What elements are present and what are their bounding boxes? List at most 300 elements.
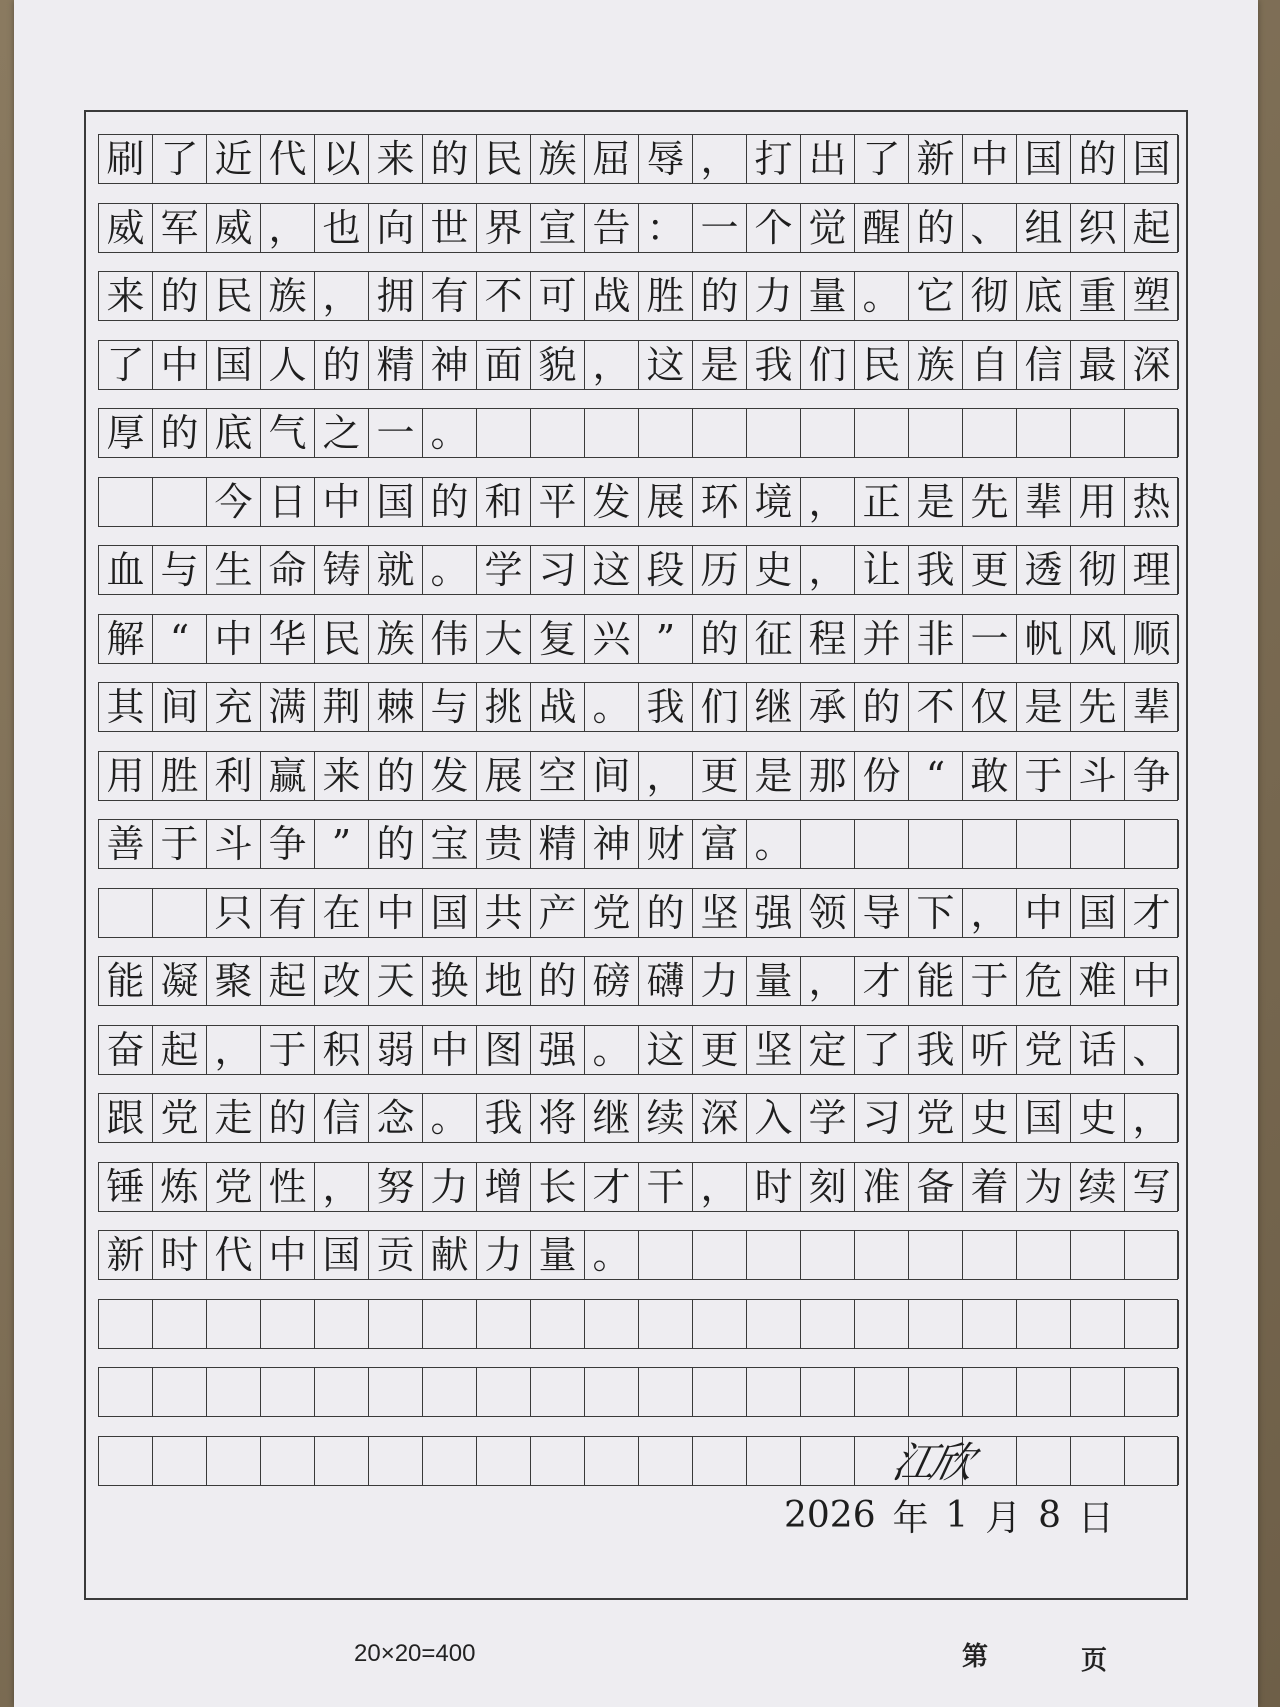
grid-cell: 。 xyxy=(585,1026,639,1074)
grid-cell: 今 xyxy=(207,478,261,526)
grid-cell: 宣 xyxy=(531,204,585,252)
grid-cell: 的 xyxy=(423,135,477,183)
grid-cell: 天 xyxy=(369,957,423,1005)
grid-cell xyxy=(153,1300,207,1348)
grid-cell: 领 xyxy=(801,889,855,937)
grid-cell: 党 xyxy=(153,1094,207,1142)
grid-cell: 念 xyxy=(369,1094,423,1142)
grid-cell: ” xyxy=(639,615,693,663)
grid-cell: 华 xyxy=(261,615,315,663)
grid-cell: 礴 xyxy=(639,957,693,1005)
grid-cell: 人 xyxy=(261,341,315,389)
grid-cell xyxy=(747,409,801,457)
grid-cell: 的 xyxy=(369,752,423,800)
grid-cell: 先 xyxy=(1071,683,1125,731)
grid-cell: 了 xyxy=(99,341,153,389)
grid-cell xyxy=(369,1368,423,1416)
grid-cell: 是 xyxy=(693,341,747,389)
grid-cell: 继 xyxy=(747,683,801,731)
grid-cell: 党 xyxy=(909,1094,963,1142)
grid-row xyxy=(98,1436,1178,1486)
grid-cell: 解 xyxy=(99,615,153,663)
grid-cell: 威 xyxy=(99,204,153,252)
grid-cell xyxy=(639,1368,693,1416)
grid-cell: 。 xyxy=(423,409,477,457)
grid-cell xyxy=(99,1368,153,1416)
grid-cell: 民 xyxy=(315,615,369,663)
grid-cell: ， xyxy=(693,1163,747,1211)
grid-row xyxy=(98,956,1178,1006)
grid-cell: 以 xyxy=(315,135,369,183)
grid-cell: 这 xyxy=(585,546,639,594)
grid-cell: 利 xyxy=(207,752,261,800)
grid-cell: 底 xyxy=(1017,272,1071,320)
grid-cell: 气 xyxy=(261,409,315,457)
grid-cell: 积 xyxy=(315,1026,369,1074)
grid-cell: 学 xyxy=(801,1094,855,1142)
grid-cell xyxy=(207,1437,261,1485)
grid-cell: 挑 xyxy=(477,683,531,731)
grid-cell: 刷 xyxy=(99,135,153,183)
grid-cell: 献 xyxy=(423,1231,477,1279)
grid-cell xyxy=(801,409,855,457)
grid-row xyxy=(98,1162,1178,1212)
grid-cell: ， xyxy=(1125,1094,1179,1142)
grid-cell: 出 xyxy=(801,135,855,183)
grid-cell: 厚 xyxy=(99,409,153,457)
grid-cell: 承 xyxy=(801,683,855,731)
grid-cell: ” xyxy=(315,820,369,868)
grid-cell xyxy=(1125,409,1179,457)
grid-cell: 的 xyxy=(909,204,963,252)
grid-cell xyxy=(1125,1437,1179,1485)
grid-cell: 习 xyxy=(855,1094,909,1142)
grid-cell: 也 xyxy=(315,204,369,252)
grid-cell: 的 xyxy=(423,478,477,526)
grid-cell: 并 xyxy=(855,615,909,663)
date-day: 8 xyxy=(1038,1494,1062,1536)
grid-cell xyxy=(1017,820,1071,868)
grid-row xyxy=(98,1299,1178,1349)
grid-cell: 透 xyxy=(1017,546,1071,594)
grid-cell xyxy=(477,409,531,457)
grid-cell: 用 xyxy=(1071,478,1125,526)
grid-cell: 世 xyxy=(423,204,477,252)
grid-cell xyxy=(153,478,207,526)
grid-cell: 新 xyxy=(99,1231,153,1279)
grid-cell: 党 xyxy=(1017,1026,1071,1074)
signature-date xyxy=(784,1490,1114,1540)
grid-cell xyxy=(369,1437,423,1485)
grid-cell xyxy=(1071,1368,1125,1416)
grid-cell: 复 xyxy=(531,615,585,663)
grid-cell: 打 xyxy=(747,135,801,183)
grid-cell: ， xyxy=(801,546,855,594)
grid-cell: 民 xyxy=(855,341,909,389)
grid-cell: 空 xyxy=(531,752,585,800)
grid-cell: 族 xyxy=(909,341,963,389)
grid-cell xyxy=(747,1368,801,1416)
grid-cell: 们 xyxy=(801,341,855,389)
essay-paper xyxy=(14,0,1258,1707)
grid-cell: 织 xyxy=(1071,204,1125,252)
grid-cell: 和 xyxy=(477,478,531,526)
grid-cell xyxy=(963,820,1017,868)
grid-cell: 一 xyxy=(693,204,747,252)
grid-cell: 锤 xyxy=(99,1163,153,1211)
grid-cell: 量 xyxy=(747,957,801,1005)
grid-cell: 听 xyxy=(963,1026,1017,1074)
grid-cell xyxy=(1017,1300,1071,1348)
grid-cell: 展 xyxy=(477,752,531,800)
grid-cell xyxy=(693,1300,747,1348)
grid-cell: 。 xyxy=(585,683,639,731)
grid-cell: 奋 xyxy=(99,1026,153,1074)
grid-cell xyxy=(1125,1368,1179,1416)
grid-row xyxy=(98,203,1178,253)
grid-cell: 、 xyxy=(963,204,1017,252)
grid-cell: 告 xyxy=(585,204,639,252)
grid-cell: 于 xyxy=(261,1026,315,1074)
grid-cell: 力 xyxy=(747,272,801,320)
grid-cell: 界 xyxy=(477,204,531,252)
grid-cell xyxy=(1071,1437,1125,1485)
date-year-unit: 年 xyxy=(892,1497,929,1539)
grid-cell: 中 xyxy=(369,889,423,937)
grid-cell: 段 xyxy=(639,546,693,594)
grid-cell: 族 xyxy=(369,615,423,663)
grid-cell: 组 xyxy=(1017,204,1071,252)
grid-cell: 战 xyxy=(585,272,639,320)
grid-cell: 于 xyxy=(963,957,1017,1005)
grid-cell: 个 xyxy=(747,204,801,252)
grid-cell: 力 xyxy=(693,957,747,1005)
grid-cell: 不 xyxy=(909,683,963,731)
grid-cell: 国 xyxy=(315,1231,369,1279)
grid-cell xyxy=(477,1368,531,1416)
grid-cell: 的 xyxy=(261,1094,315,1142)
grid-cell: 坚 xyxy=(747,1026,801,1074)
grid-cell: 国 xyxy=(423,889,477,937)
grid-cell: 深 xyxy=(693,1094,747,1142)
grid-cell: 是 xyxy=(909,478,963,526)
grid-cell xyxy=(693,1437,747,1485)
grid-row xyxy=(98,614,1178,664)
grid-row xyxy=(98,545,1178,595)
grid-cell: ： xyxy=(639,204,693,252)
grid-cell xyxy=(1125,1300,1179,1348)
grid-cell: 一 xyxy=(369,409,423,457)
grid-cell: 历 xyxy=(693,546,747,594)
grid-cell: 备 xyxy=(909,1163,963,1211)
grid-cell: 时 xyxy=(153,1231,207,1279)
grid-cell xyxy=(207,1368,261,1416)
grid-cell: 与 xyxy=(153,546,207,594)
grid-cell xyxy=(99,478,153,526)
grid-cell: 续 xyxy=(639,1094,693,1142)
grid-cell: 争 xyxy=(1125,752,1179,800)
grid-cell: 党 xyxy=(585,889,639,937)
grid-cell: 强 xyxy=(747,889,801,937)
grid-cell: 。 xyxy=(585,1231,639,1279)
grid-cell xyxy=(909,1368,963,1416)
grid-cell xyxy=(477,1300,531,1348)
grid-cell: 先 xyxy=(963,478,1017,526)
grid-row xyxy=(98,477,1178,527)
grid-cell: 发 xyxy=(423,752,477,800)
grid-cell: 强 xyxy=(531,1026,585,1074)
grid-cell: 聚 xyxy=(207,957,261,1005)
grid-cell: 定 xyxy=(801,1026,855,1074)
grid-cell: 胜 xyxy=(153,752,207,800)
grid-cell: 导 xyxy=(855,889,909,937)
grid-cell xyxy=(855,1300,909,1348)
grid-cell: 党 xyxy=(207,1163,261,1211)
grid-cell xyxy=(423,1437,477,1485)
grid-cell xyxy=(909,1300,963,1348)
signature-name: 江欣 xyxy=(888,1438,975,1487)
grid-cell: 血 xyxy=(99,546,153,594)
grid-cell: 这 xyxy=(639,1026,693,1074)
grid-cell: ， xyxy=(801,957,855,1005)
grid-cell: 发 xyxy=(585,478,639,526)
grid-cell: ， xyxy=(693,135,747,183)
grid-cell: ， xyxy=(585,341,639,389)
grid-cell: 程 xyxy=(801,615,855,663)
grid-frame xyxy=(84,110,1188,1600)
grid-cell xyxy=(909,820,963,868)
grid-cell xyxy=(153,1437,207,1485)
grid-cell: ， xyxy=(207,1026,261,1074)
grid-cell: 代 xyxy=(261,135,315,183)
grid-cell: ， xyxy=(261,204,315,252)
grid-cell: 的 xyxy=(855,683,909,731)
date-month: 1 xyxy=(945,1494,969,1536)
grid-cell: 威 xyxy=(207,204,261,252)
grid-cell xyxy=(855,1368,909,1416)
grid-cell: 展 xyxy=(639,478,693,526)
grid-cell: 努 xyxy=(369,1163,423,1211)
grid-cell: 环 xyxy=(693,478,747,526)
grid-cell: “ xyxy=(909,752,963,800)
grid-cell: 国 xyxy=(369,478,423,526)
grid-cell xyxy=(1017,409,1071,457)
grid-cell xyxy=(585,1300,639,1348)
grid-cell xyxy=(747,1437,801,1485)
grid-cell xyxy=(315,1300,369,1348)
grid-cell xyxy=(747,1300,801,1348)
grid-cell xyxy=(801,820,855,868)
grid-cell: 史 xyxy=(963,1094,1017,1142)
grid-cell: 有 xyxy=(423,272,477,320)
grid-cell: 的 xyxy=(693,272,747,320)
grid-cell xyxy=(207,1300,261,1348)
grid-cell xyxy=(639,1300,693,1348)
grid-cell: 顺 xyxy=(1125,615,1179,663)
grid-cell: 我 xyxy=(639,683,693,731)
grid-cell: 增 xyxy=(477,1163,531,1211)
grid-cell: 用 xyxy=(99,752,153,800)
grid-cell: 貌 xyxy=(531,341,585,389)
grid-cell: 。 xyxy=(855,272,909,320)
grid-cell: 一 xyxy=(963,615,1017,663)
grid-cell: 理 xyxy=(1125,546,1179,594)
grid-cell: 能 xyxy=(909,957,963,1005)
grid-cell: 斗 xyxy=(1071,752,1125,800)
grid-cell xyxy=(1125,820,1179,868)
grid-cell: 有 xyxy=(261,889,315,937)
grid-cell: 神 xyxy=(585,820,639,868)
grid-cell: 生 xyxy=(207,546,261,594)
grid-cell: 彻 xyxy=(963,272,1017,320)
grid-cell: 份 xyxy=(855,752,909,800)
grid-cell xyxy=(1071,820,1125,868)
grid-cell: 兴 xyxy=(585,615,639,663)
grid-cell: 性 xyxy=(261,1163,315,1211)
grid-cell: 弱 xyxy=(369,1026,423,1074)
grid-cell: 坚 xyxy=(693,889,747,937)
grid-cell: 是 xyxy=(1017,683,1071,731)
grid-cell: 继 xyxy=(585,1094,639,1142)
grid-cell xyxy=(585,1437,639,1485)
grid-cell: 可 xyxy=(531,272,585,320)
grid-cell: 向 xyxy=(369,204,423,252)
grid-cell: 更 xyxy=(963,546,1017,594)
grid-cell: 写 xyxy=(1125,1163,1179,1211)
grid-row xyxy=(98,1025,1178,1075)
grid-cell: 精 xyxy=(531,820,585,868)
grid-cell: 着 xyxy=(963,1163,1017,1211)
grid-cell: 帆 xyxy=(1017,615,1071,663)
grid-cell: 伟 xyxy=(423,615,477,663)
grid-cell: 入 xyxy=(747,1094,801,1142)
grid-cell: 时 xyxy=(747,1163,801,1211)
grid-cell: 量 xyxy=(531,1231,585,1279)
grid-cell xyxy=(639,1231,693,1279)
grid-cell: 中 xyxy=(963,135,1017,183)
grid-cell: 富 xyxy=(693,820,747,868)
grid-cell: 干 xyxy=(639,1163,693,1211)
grid-cell: 平 xyxy=(531,478,585,526)
grid-cell: 走 xyxy=(207,1094,261,1142)
grid-cell: 炼 xyxy=(153,1163,207,1211)
grid-cell: 信 xyxy=(1017,341,1071,389)
grid-spec-label: 20×20=400 xyxy=(354,1640,476,1667)
grid-cell: 了 xyxy=(855,1026,909,1074)
grid-cell: 才 xyxy=(585,1163,639,1211)
grid-cell xyxy=(153,1368,207,1416)
grid-cell: 能 xyxy=(99,957,153,1005)
grid-cell: 代 xyxy=(207,1231,261,1279)
grid-cell: 难 xyxy=(1071,957,1125,1005)
grid-cell xyxy=(423,1300,477,1348)
grid-cell: 来 xyxy=(315,752,369,800)
grid-cell: 间 xyxy=(153,683,207,731)
grid-cell: 的 xyxy=(369,820,423,868)
grid-cell: 就 xyxy=(369,546,423,594)
grid-cell: 的 xyxy=(315,341,369,389)
grid-cell: 的 xyxy=(639,889,693,937)
grid-cell xyxy=(531,1368,585,1416)
grid-cell: 的 xyxy=(1071,135,1125,183)
grid-cell: 民 xyxy=(477,135,531,183)
grid-cell xyxy=(1071,1300,1125,1348)
grid-cell: 宝 xyxy=(423,820,477,868)
grid-row xyxy=(98,819,1178,869)
grid-cell: 辈 xyxy=(1017,478,1071,526)
grid-cell: 刻 xyxy=(801,1163,855,1211)
grid-cell: 中 xyxy=(1017,889,1071,937)
grid-cell: 自 xyxy=(963,341,1017,389)
grid-cell: 只 xyxy=(207,889,261,937)
grid-cell: 学 xyxy=(477,546,531,594)
page-label-suffix: 页 xyxy=(1081,1646,1108,1676)
grid-cell: 塑 xyxy=(1125,272,1179,320)
grid-cell: 风 xyxy=(1071,615,1125,663)
grid-cell xyxy=(585,409,639,457)
grid-cell xyxy=(531,409,585,457)
grid-cell: 中 xyxy=(207,615,261,663)
grid-cell: 贵 xyxy=(477,820,531,868)
grid-cell: 重 xyxy=(1071,272,1125,320)
grid-cell: 近 xyxy=(207,135,261,183)
grid-cell: 精 xyxy=(369,341,423,389)
grid-cell xyxy=(801,1300,855,1348)
grid-cell: 面 xyxy=(477,341,531,389)
grid-cell xyxy=(369,1300,423,1348)
grid-cell: 更 xyxy=(693,752,747,800)
grid-row xyxy=(98,751,1178,801)
grid-cell xyxy=(639,1437,693,1485)
grid-cell: 产 xyxy=(531,889,585,937)
grid-cell xyxy=(1125,1231,1179,1279)
grid-cell: 准 xyxy=(855,1163,909,1211)
grid-cell: 。 xyxy=(747,820,801,868)
grid-cell: 将 xyxy=(531,1094,585,1142)
grid-cell: 于 xyxy=(153,820,207,868)
grid-cell: 我 xyxy=(477,1094,531,1142)
grid-cell: 战 xyxy=(531,683,585,731)
grid-cell: 非 xyxy=(909,615,963,663)
grid-cell xyxy=(855,409,909,457)
grid-cell: 国 xyxy=(1071,889,1125,937)
date-year: 2026 xyxy=(784,1494,876,1536)
grid-cell: 的 xyxy=(153,409,207,457)
grid-cell: 国 xyxy=(1017,1094,1071,1142)
grid-row xyxy=(98,1230,1178,1280)
grid-cell: 善 xyxy=(99,820,153,868)
grid-cell: 敢 xyxy=(963,752,1017,800)
grid-cell xyxy=(1017,1368,1071,1416)
grid-cell: 间 xyxy=(585,752,639,800)
grid-cell: 国 xyxy=(207,341,261,389)
grid-cell xyxy=(585,1368,639,1416)
grid-cell: 来 xyxy=(99,272,153,320)
grid-cell: 信 xyxy=(315,1094,369,1142)
grid-cell xyxy=(423,1368,477,1416)
grid-cell: 们 xyxy=(693,683,747,731)
grid-cell xyxy=(1017,1437,1071,1485)
grid-cell: 中 xyxy=(423,1026,477,1074)
grid-cell: 彻 xyxy=(1071,546,1125,594)
grid-cell: ， xyxy=(315,1163,369,1211)
grid-cell: 中 xyxy=(315,478,369,526)
grid-cell: 于 xyxy=(1017,752,1071,800)
grid-cell: 、 xyxy=(1125,1026,1179,1074)
grid-cell: 底 xyxy=(207,409,261,457)
grid-cell: 了 xyxy=(153,135,207,183)
grid-cell: 荆 xyxy=(315,683,369,731)
